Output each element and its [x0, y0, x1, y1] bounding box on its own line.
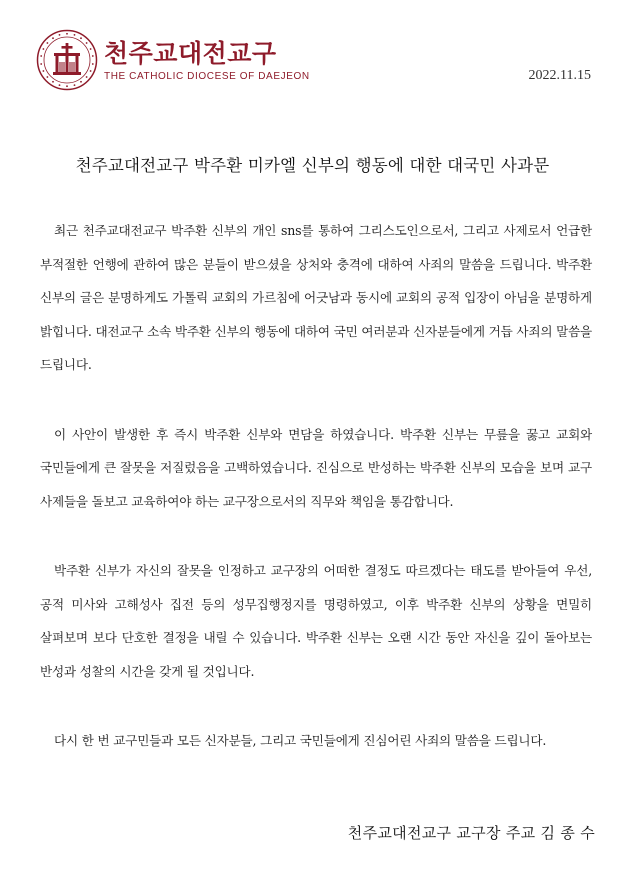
paragraph: 최근 천주교대전교구 박주환 신부의 개인 sns를 통하여 그리스도인으로서, 그리고 사제로서 언급한 부적절한 언행에 관하여 많은 분들이 받으셨을 상처와 충격에 대하여 사죄의 말씀을 드립니다. 박주환 신부의 글은 분명하게도 가톨릭 교회의 가르침에 어긋남과 동시에 교회의 공적 입장이 아님을 분명하게 밝힙니다. 대전교구 소속 박주환 신부의 행동에 대하여 국민 여러분과 신자분들에게 거듭 사죄의 말씀을 드립니다.: [40, 223, 592, 372]
org-name-english: THE CATHOLIC DIOCESE OF DAEJEON: [104, 70, 310, 82]
document-date: 2022.11.15: [528, 68, 591, 83]
paragraph: 이 사안이 발생한 후 즉시 박주환 신부와 면담을 하였습니다. 박주환 신부는 무릎을 꿇고 교회와 국민들에게 큰 잘못을 저질렀음을 고백하였습니다. 진심으로 반성하는 박주환 신부의 모습을 보며 교구 사제들을 돌보고 교육하여야 하는 교구장으로서의 직무와 책임을 통감합니다.: [40, 426, 592, 509]
document-body: [40, 214, 592, 794]
letterhead: [36, 28, 310, 92]
document-title: 천주교대전교구 박주환 미카엘 신부의 행동에 대한 대국민 사과문: [75, 156, 550, 175]
paragraph: 다시 한 번 교구민들과 모든 신자분들, 그리고 국민들에게 진심어린 사죄의 말씀을 드립니다.: [54, 733, 547, 748]
paragraph: 박주환 신부가 자신의 잘못을 인정하고 교구장의 어떠한 결정도 따르겠다는 태도를 받아들여 우선, 공적 미사와 고해성사 집전 등의 성무집행정지를 명령하였고, 이후 박주환 신부의 상황을 면밀히 살펴보며 보다 단호한 결정을 내릴 수 있습니다. 박주환 신부는 오랜 시간 동안 자신을 깊이 돌아보는 반성과 성찰의 시간을 갖게 될 것입니다.: [40, 563, 592, 679]
org-name-korean: 천주교대전교구: [104, 38, 277, 68]
signature: 천주교대전교구 교구장 주교 김 종 수: [347, 824, 595, 842]
diocese-seal-icon: [36, 29, 98, 91]
